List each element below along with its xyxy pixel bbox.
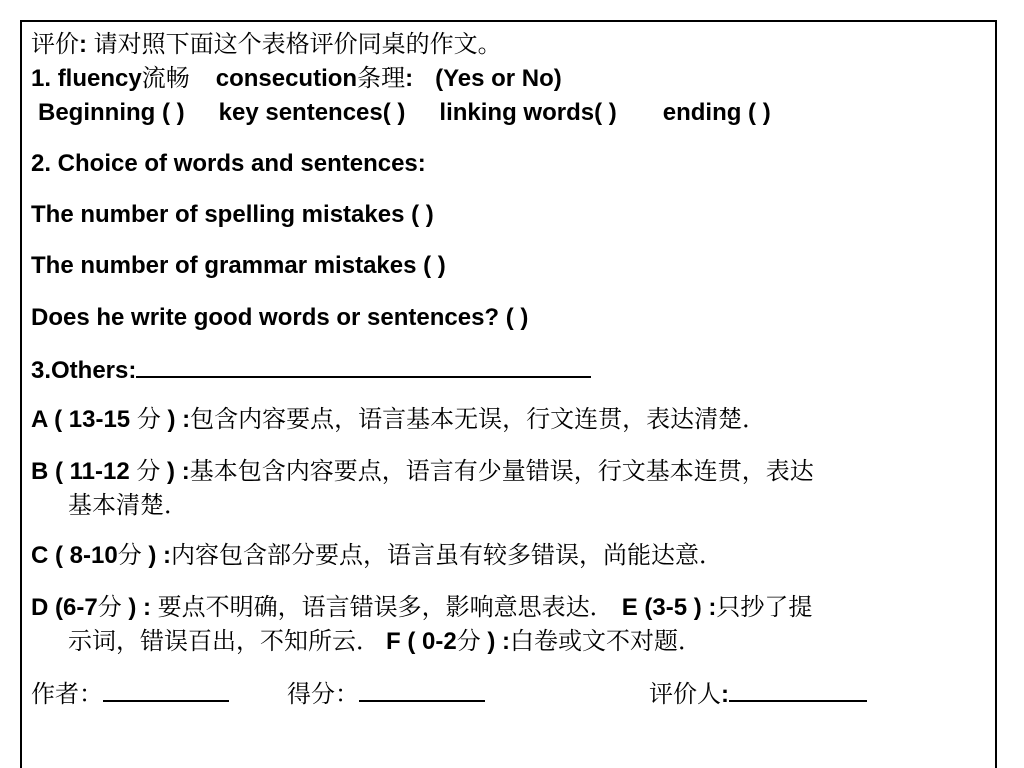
grade-d-close: ) : [121, 594, 152, 621]
footer-line [31, 678, 867, 710]
author-label: 作者： [31, 681, 103, 708]
grade-e-label: E (3-5 ) : [621, 594, 717, 621]
check-beginning: Beginning ( ) [38, 99, 185, 126]
checks-line [38, 98, 771, 128]
grade-a-label: A ( 13-15 [31, 406, 137, 433]
score-label: 得分： [287, 681, 359, 708]
grade-c-close: ) : [141, 542, 172, 569]
grade-f-label: F ( 0-2 [386, 628, 457, 655]
author-blank[interactable] [103, 678, 229, 702]
grade-d-label: D (6-7 [31, 594, 98, 621]
evaluator-blank[interactable] [729, 678, 867, 702]
grade-e-desc-cont: 示词，错误百出，不知所云． [68, 628, 380, 655]
score-blank[interactable] [359, 678, 485, 702]
check-ending: ending ( ) [662, 99, 771, 126]
grade-c-label: C ( 8-10 [31, 542, 118, 569]
fluency-cn: 流畅 [141, 65, 190, 92]
grade-c-line [31, 541, 723, 571]
grade-d-line [31, 593, 812, 623]
grade-b-desc-cont: 基本清楚． [68, 492, 188, 519]
grade-c-fen: 分 [117, 542, 142, 569]
grade-d-fen: 分 [97, 594, 122, 621]
header-instruction: 请对照下面这个表格评价同桌的作文。 [87, 31, 502, 58]
grade-e-desc: 只抄了提 [716, 594, 813, 621]
header-line [31, 30, 502, 60]
grade-a-desc: 包含内容要点，语言基本无误，行文连贯，表达清楚． [190, 406, 767, 433]
item1-number: 1. [31, 65, 58, 92]
consecution-cn: 条理 [357, 65, 406, 92]
spelling-mistakes-line: The number of spelling mistakes ( ) [31, 201, 434, 228]
header-prefix: 评价 [31, 31, 79, 58]
grade-b-fen: 分 [136, 458, 161, 485]
grade-b-desc: 基本包含内容要点，语言有少量错误，行文基本连贯，表达 [189, 458, 814, 485]
evaluator-colon: : [721, 681, 729, 708]
grade-f-fen: 分 [456, 628, 481, 655]
choice-title: 2. Choice of words and sentences: [31, 150, 426, 177]
consecution-label: consecution [215, 65, 358, 92]
grade-b-close: ) : [160, 458, 190, 485]
grade-f-close: ) : [480, 628, 511, 655]
grade-b-line-2 [31, 491, 188, 521]
others-line [31, 354, 591, 386]
grade-c-desc: 内容包含部分要点，语言虽有较多错误，尚能达意． [171, 542, 724, 569]
good-words-line: Does he write good words or sentences? ( ) [31, 304, 529, 331]
grade-a-fen: 分 [136, 406, 161, 433]
grade-ef-line [31, 627, 702, 657]
grade-a-close: ) : [160, 406, 191, 433]
grade-b-line [31, 457, 814, 487]
grade-f-desc: 白卷或文不对题． [510, 628, 703, 655]
grade-b-label: B ( 11-12 [31, 458, 137, 485]
fluency-label: fluency [57, 65, 142, 92]
others-label: 3.Others: [31, 357, 137, 384]
others-blank [136, 354, 591, 378]
check-linking-words: linking words( ) [439, 99, 617, 126]
check-key-sentences: key sentences( ) [218, 99, 406, 126]
header-colon: : [79, 31, 87, 58]
grade-d-desc: 要点不明确，语言错误多，影响意思表达． [151, 594, 614, 621]
fluency-line [31, 64, 562, 94]
evaluator-label: 评价人 [649, 681, 721, 708]
yes-no-hint: (Yes or No) [435, 65, 562, 92]
consecution-colon: : [405, 65, 414, 92]
grade-a-line [31, 405, 766, 435]
grammar-mistakes-line: The number of grammar mistakes ( ) [31, 252, 446, 279]
